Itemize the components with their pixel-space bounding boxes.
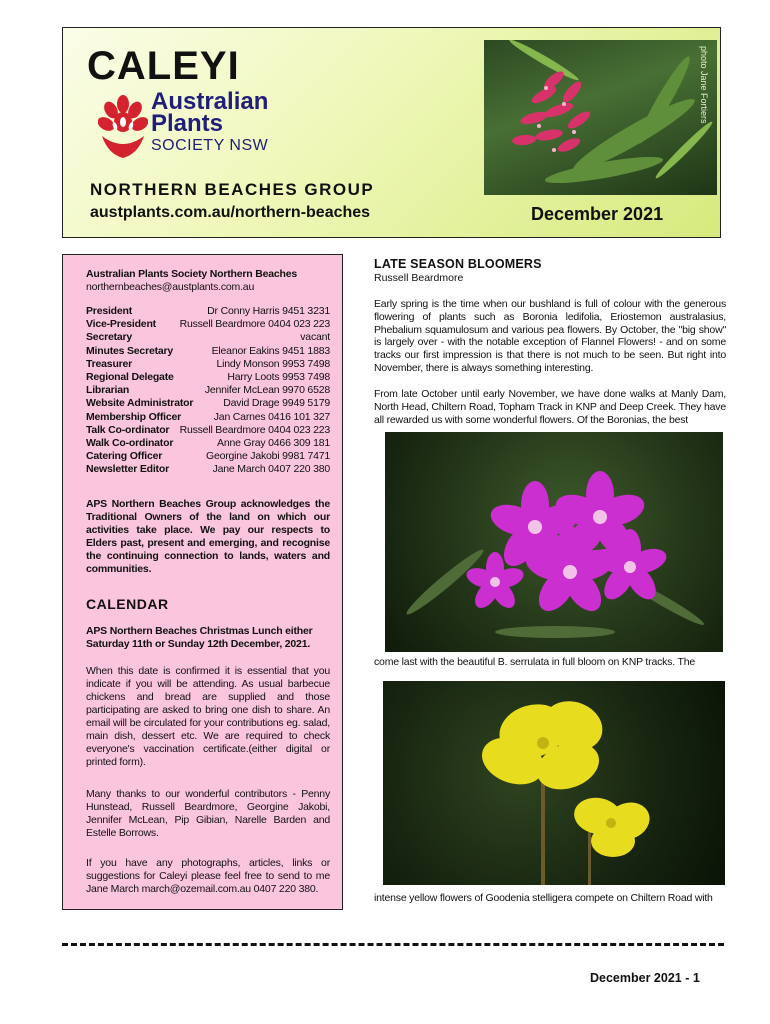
logo-line-plants: Plants: [151, 110, 224, 137]
acknowledgement-of-country: APS Northern Beaches Group acknowledges the Traditional Owners of the land on which our activities take place. We pay our respects to Elders past, present and emerging, and recognise the continuing connection to lands, waters and communities.: [86, 498, 330, 575]
society-email[interactable]: northernbeaches@austplants.com.au: [86, 281, 255, 293]
contributions-request: If you have any photographs, articles, links or suggestions for Caleyi please feel free to send to me Jane March march@ozemail.com.au 0407 220 380.: [86, 857, 330, 895]
article-paragraph-4: intense yellow flowers of Goodenia stelligera compete on Chiltern Road with: [374, 892, 713, 904]
newsletter-title: CALEYI: [87, 44, 240, 88]
officer-role: President: [86, 305, 133, 317]
officer-name: Eleanor Eakins 9451 1883: [211, 344, 330, 357]
officer-list: [86, 305, 330, 476]
officer-role: Regional Delegate: [86, 370, 174, 383]
article-paragraph-3: come last with the beautiful B. serrulata in full bloom on KNP tracks. The: [374, 656, 695, 668]
officer-name: Russell Beardmore 0404 023 223: [179, 318, 330, 331]
grevillea-photo: [484, 40, 717, 195]
logo-wordmark: [151, 88, 269, 137]
officer-name: Russell Beardmore 0404 023 223: [179, 423, 330, 436]
article-author: Russell Beardmore: [374, 272, 464, 284]
officer-row: [86, 345, 330, 358]
officer-row: [86, 371, 330, 384]
officer-role: Secretary: [86, 331, 133, 344]
logo-society: SOCIETY NSW: [151, 137, 269, 154]
group-title: NORTHERN BEACHES GROUP: [90, 180, 375, 199]
officer-role: Catering Officer: [86, 450, 163, 463]
officer-role: Walk Co-ordinator: [86, 436, 174, 449]
boronia-photo: [385, 432, 723, 652]
officer-name: Jennifer McLean 9970 6528: [204, 384, 330, 397]
officer-row: [86, 463, 330, 476]
officer-row: [86, 331, 330, 344]
calendar-details: When this date is confirmed it is essential that you indicate if you will be attending. As usual barbecue chickens and bread are supplied and those participating are asked to bring one dish to share. An email will be circulated for your contributions eg. salad, main dish, dessert etc. We are required to check everyone's vaccination certificate.(either digital or printed form).: [86, 665, 330, 768]
photo-credit: photo Jane Fortiers: [699, 46, 709, 124]
article-paragraph-2: From late October until early November, we have done walks at Manly Dam, North Head, Chiltern Road, Topham Track in KNP and Deep Creek. They have all rewarded us with some wonderful flowers. Of the Boronias, the best: [374, 388, 726, 426]
officer-name: vacant: [300, 331, 330, 344]
society-name: Australian Plants Society Northern Beaches: [86, 268, 298, 280]
officer-row: [86, 358, 330, 371]
officer-role: Membership Officer: [86, 410, 182, 423]
calendar-event: APS Northern Beaches Christmas Lunch either Saturday 11th or Sunday 12th December, 2021.: [86, 625, 313, 650]
officer-role: Vice-President: [86, 318, 156, 331]
page-footer: December 2021 - 1: [590, 971, 700, 985]
officer-role: Talk Co-ordinator: [86, 423, 170, 436]
officer-row: [86, 384, 330, 397]
officer-row: [86, 397, 330, 410]
officer-role: Website Administrator: [86, 397, 194, 410]
officer-row: [86, 437, 330, 450]
officer-role: Librarian: [86, 384, 130, 397]
officer-row: [86, 450, 330, 463]
logo-line-australian: Australian: [151, 88, 269, 115]
officer-row: [86, 305, 330, 318]
officer-role: Newsletter Editor: [86, 463, 169, 476]
officer-name: Jan Carnes 0416 101 327: [213, 410, 330, 423]
officer-name: David Drage 9949 5179: [223, 397, 330, 410]
officer-name: Lindy Monson 9953 7498: [216, 357, 330, 370]
website-url[interactable]: austplants.com.au/northern-beaches: [90, 204, 371, 221]
officer-row: [86, 424, 330, 437]
officer-name: Georgine Jakobi 9981 7471: [205, 450, 330, 463]
article-title: LATE SEASON BLOOMERS: [374, 257, 542, 271]
officer-name: Harry Loots 9953 7498: [227, 370, 330, 383]
officer-name: Anne Gray 0466 309 181: [217, 436, 330, 449]
footer-divider: [62, 943, 724, 946]
officer-row: [86, 318, 330, 331]
goodenia-photo: [383, 681, 725, 885]
contributors-thanks: Many thanks to our wonderful contributors - Penny Hunstead, Russell Beardmore, Georgine Jakobi, Jennifer McLean, Pip Gibian, Narelle Barden and Estelle Borrows.: [86, 788, 330, 839]
officer-row: [86, 411, 330, 424]
officer-name: Jane March 0407 220 380: [212, 463, 330, 476]
article-paragraph-1: Early spring is the time when our bushland is full of colour with the generous flowering of plants such as Boronia ledifolia, Eriostemon australasius, Phebalium squamulosum and various pea flowers. By October, the "big show" is largely over - with the notable exception of Flannel Flowers! - and on some tracks our first impression is that there is not much to be seen. But right into November, there is always something interesting.: [374, 298, 726, 374]
officer-role: Minutes Secretary: [86, 344, 174, 357]
issue-date: December 2021: [531, 204, 664, 224]
officer-role: Treasurer: [86, 357, 133, 370]
calendar-heading: CALENDAR: [86, 596, 169, 612]
waratah-logo-icon: [98, 94, 148, 160]
officer-name: Dr Conny Harris 9451 3231: [207, 305, 330, 317]
